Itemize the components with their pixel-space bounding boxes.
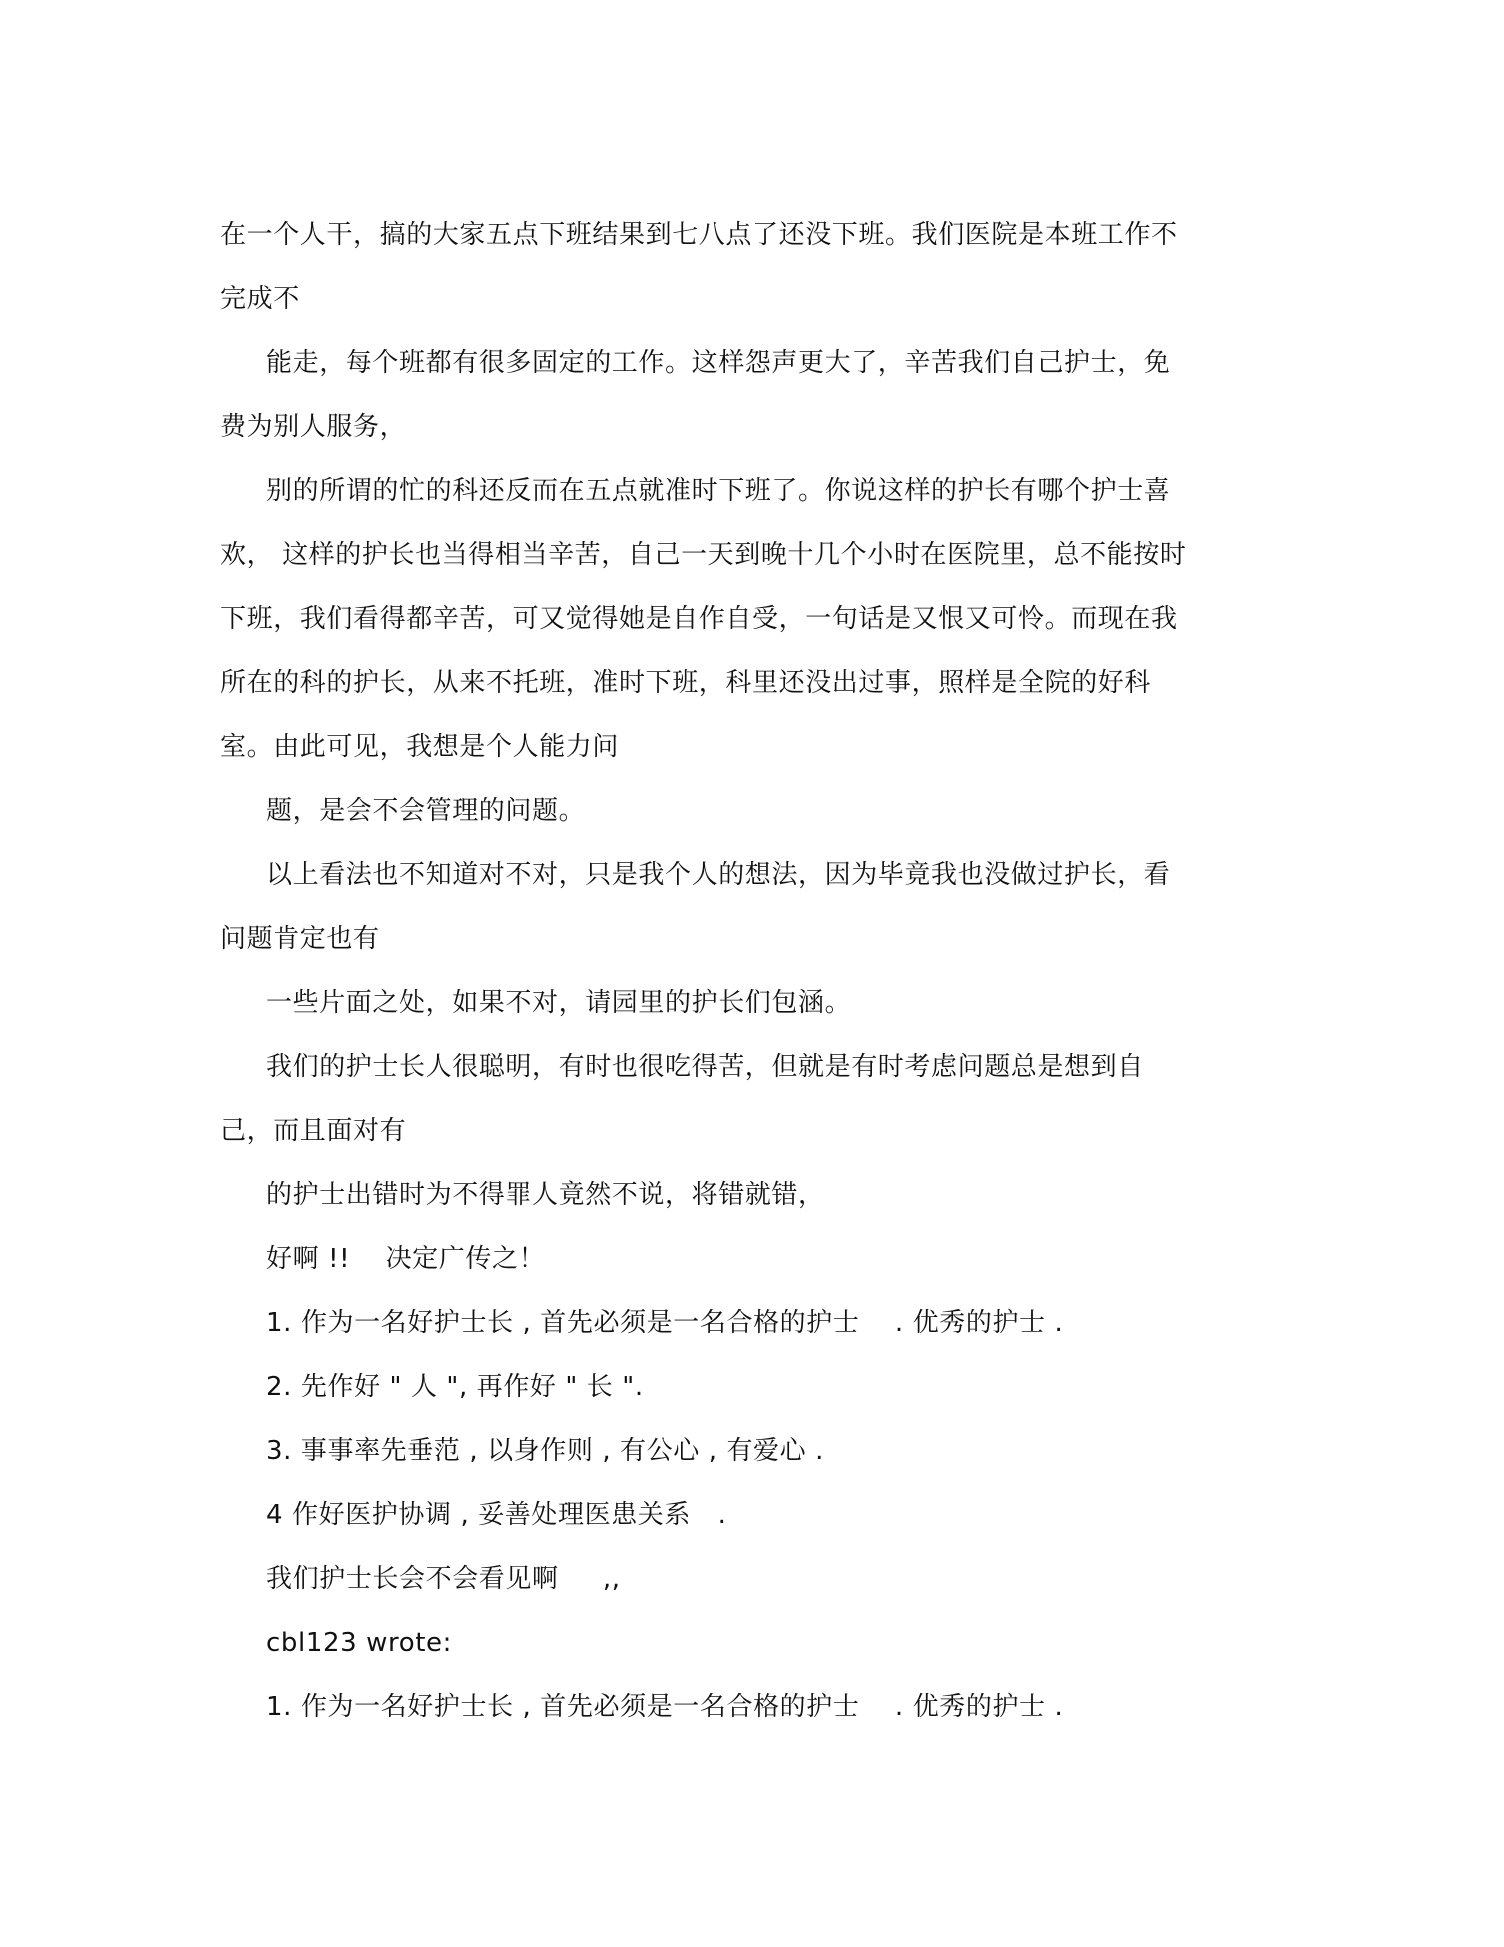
list-item: 1. 作为一名好护士长 , 首先必须是一名合格的护士 . 优秀的护士 . [266,1692,1064,1722]
text-line: 好啊 !! 决定广传之！ [266,1244,546,1274]
quote-author: cbl123 wrote: [266,1628,452,1658]
text-line: 我们护士长会不会看见啊 ,, [266,1564,621,1594]
text-line: 室。由此可见，我想是个人能力问 [220,732,620,762]
document-body [220,203,1220,1739]
text-line: 以上看法也不知道对不对，只是我个人的想法，因为毕竟我也没做过护长，看 [266,860,1171,890]
text-line: 我们的护士长人很聪明，有时也很吃得苦，但就是有时考虑问题总是想到自 [266,1052,1144,1082]
text-line: 欢， 这样的护长也当得相当辛苦，自己一天到晚十几个小时在医院里，总不能按时 [220,540,1187,570]
text-line: 能走，每个班都有很多固定的工作。这样怨声更大了，辛苦我们自己护士，免 [266,348,1171,378]
list-item: 3. 事事率先垂范 , 以身作则 , 有公心 , 有爱心 . [266,1436,824,1466]
text-line: 所在的科的护长，从来不托班，准时下班，科里还没出过事，照样是全院的好科 [220,668,1152,698]
text-line: 完成不 [220,284,300,314]
text-line: 的护士出错时为不得罪人竟然不说，将错就错， [266,1180,825,1210]
text-line: 问题肯定也有 [220,924,380,954]
list-item: 4 作好医护协调 , 妥善处理医患关系 . [266,1500,727,1530]
text-line: 费为别人服务， [220,412,407,442]
text-line: 下班，我们看得都辛苦，可又觉得她是自作自受，一句话是又恨又可怜。而现在我 [220,604,1178,634]
text-line: 别的所谓的忙的科还反而在五点就准时下班了。你说这样的护长有哪个护士喜 [266,476,1171,506]
list-item: 1. 作为一名好护士长 , 首先必须是一名合格的护士 . 优秀的护士 . [266,1308,1064,1338]
list-item: 2. 先作好 " 人 ", 再作好 " 长 ". [266,1372,644,1402]
text-line: 己，而且面对有 [220,1116,407,1146]
text-line: 一些片面之处，如果不对，请园里的护长们包涵。 [266,988,852,1018]
text-line: 在一个人干，搞的大家五点下班结果到七八点了还没下班。我们医院是本班工作不 [220,220,1178,250]
text-line: 题，是会不会管理的问题。 [266,796,586,826]
